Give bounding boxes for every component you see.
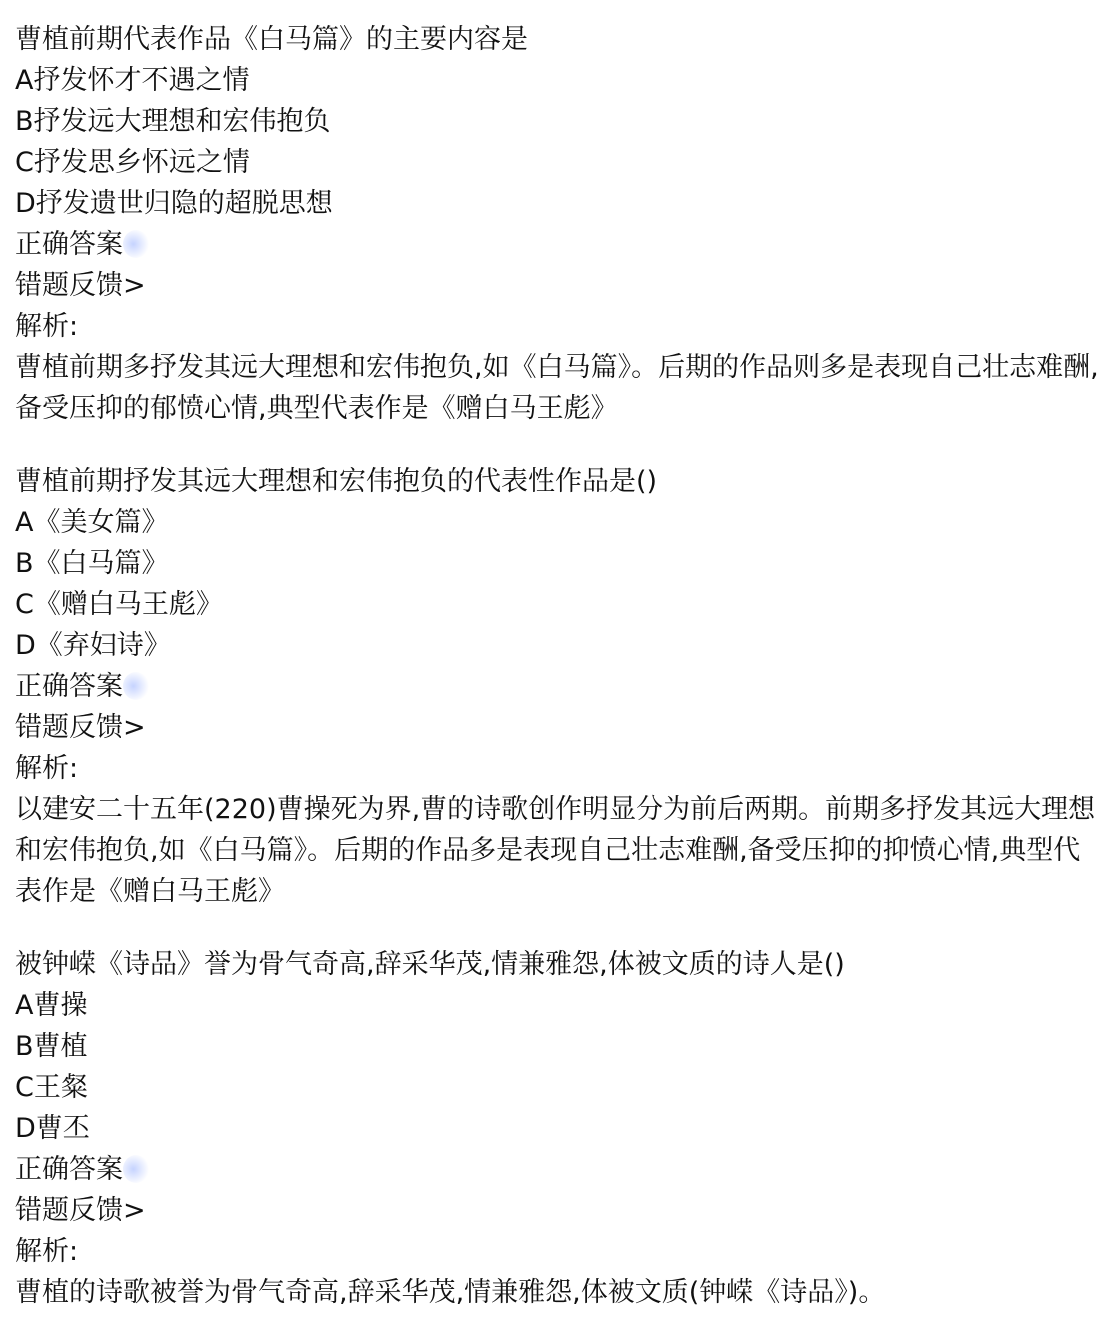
correct-answer-row	[15, 1149, 1099, 1190]
option-a[interactable]: A抒发怀才不遇之情	[15, 65, 250, 96]
correct-answer-label: 正确答案	[15, 1154, 123, 1185]
hidden-answer-blur[interactable]	[123, 1155, 149, 1183]
hidden-answer-blur[interactable]	[123, 672, 149, 700]
analysis-label: 解析:	[15, 1236, 79, 1267]
analysis-label: 解析:	[15, 311, 79, 342]
option-d[interactable]: D曹丕	[15, 1113, 90, 1144]
option-b[interactable]: B曹植	[15, 1031, 88, 1062]
option-a[interactable]: A曹操	[15, 990, 88, 1021]
correct-answer-row	[15, 666, 1099, 707]
analysis-text: 以建安二十五年(220)曹操死为界,曹的诗歌创作明显分为前后两期。前期多抒发其远大理想和宏伟抱负,如《白马篇》。后期的作品多是表现自己壮志难酬,备受压抑的抑愤心情,典型代表作是《赠白马王彪》	[15, 794, 1096, 907]
correct-answer-label: 正确答案	[15, 229, 123, 260]
correct-answer-label: 正确答案	[15, 671, 123, 702]
question-block	[15, 461, 1099, 912]
wrong-feedback-link[interactable]: 错题反馈>	[15, 1195, 146, 1226]
option-d[interactable]: D《弃妇诗》	[15, 630, 171, 661]
question-stem: 曹植前期代表作品《白马篇》的主要内容是	[15, 24, 528, 55]
question-stem: 曹植前期抒发其远大理想和宏伟抱负的代表性作品是()	[15, 466, 658, 497]
question-list	[15, 19, 1099, 1313]
wrong-feedback-link[interactable]: 错题反馈>	[15, 712, 146, 743]
option-c[interactable]: C《赠白马王彪》	[15, 589, 223, 620]
option-b[interactable]: B抒发远大理想和宏伟抱负	[15, 106, 331, 137]
analysis-label: 解析:	[15, 753, 79, 784]
option-a[interactable]: A《美女篇》	[15, 507, 169, 538]
hidden-answer-blur[interactable]	[123, 230, 149, 258]
question-block	[15, 19, 1099, 429]
option-b[interactable]: B《白马篇》	[15, 548, 169, 579]
correct-answer-row	[15, 224, 1099, 265]
question-block	[15, 944, 1099, 1313]
wrong-feedback-link[interactable]: 错题反馈>	[15, 270, 146, 301]
option-c[interactable]: C抒发思乡怀远之情	[15, 147, 250, 178]
analysis-text: 曹植的诗歌被誉为骨气奇高,辞采华茂,情兼雅怨,体被文质(钟嵘《诗品》)。	[15, 1277, 886, 1308]
option-c[interactable]: C王粲	[15, 1072, 88, 1103]
option-d[interactable]: D抒发遗世归隐的超脱思想	[15, 188, 333, 219]
question-stem: 被钟嵘《诗品》誉为骨气奇高,辞采华茂,情兼雅怨,体被文质的诗人是()	[15, 949, 845, 980]
analysis-text: 曹植前期多抒发其远大理想和宏伟抱负,如《白马篇》。后期的作品则多是表现自己壮志难酬,备受压抑的郁愤心情,典型代表作是《赠白马王彪》	[15, 352, 1099, 424]
